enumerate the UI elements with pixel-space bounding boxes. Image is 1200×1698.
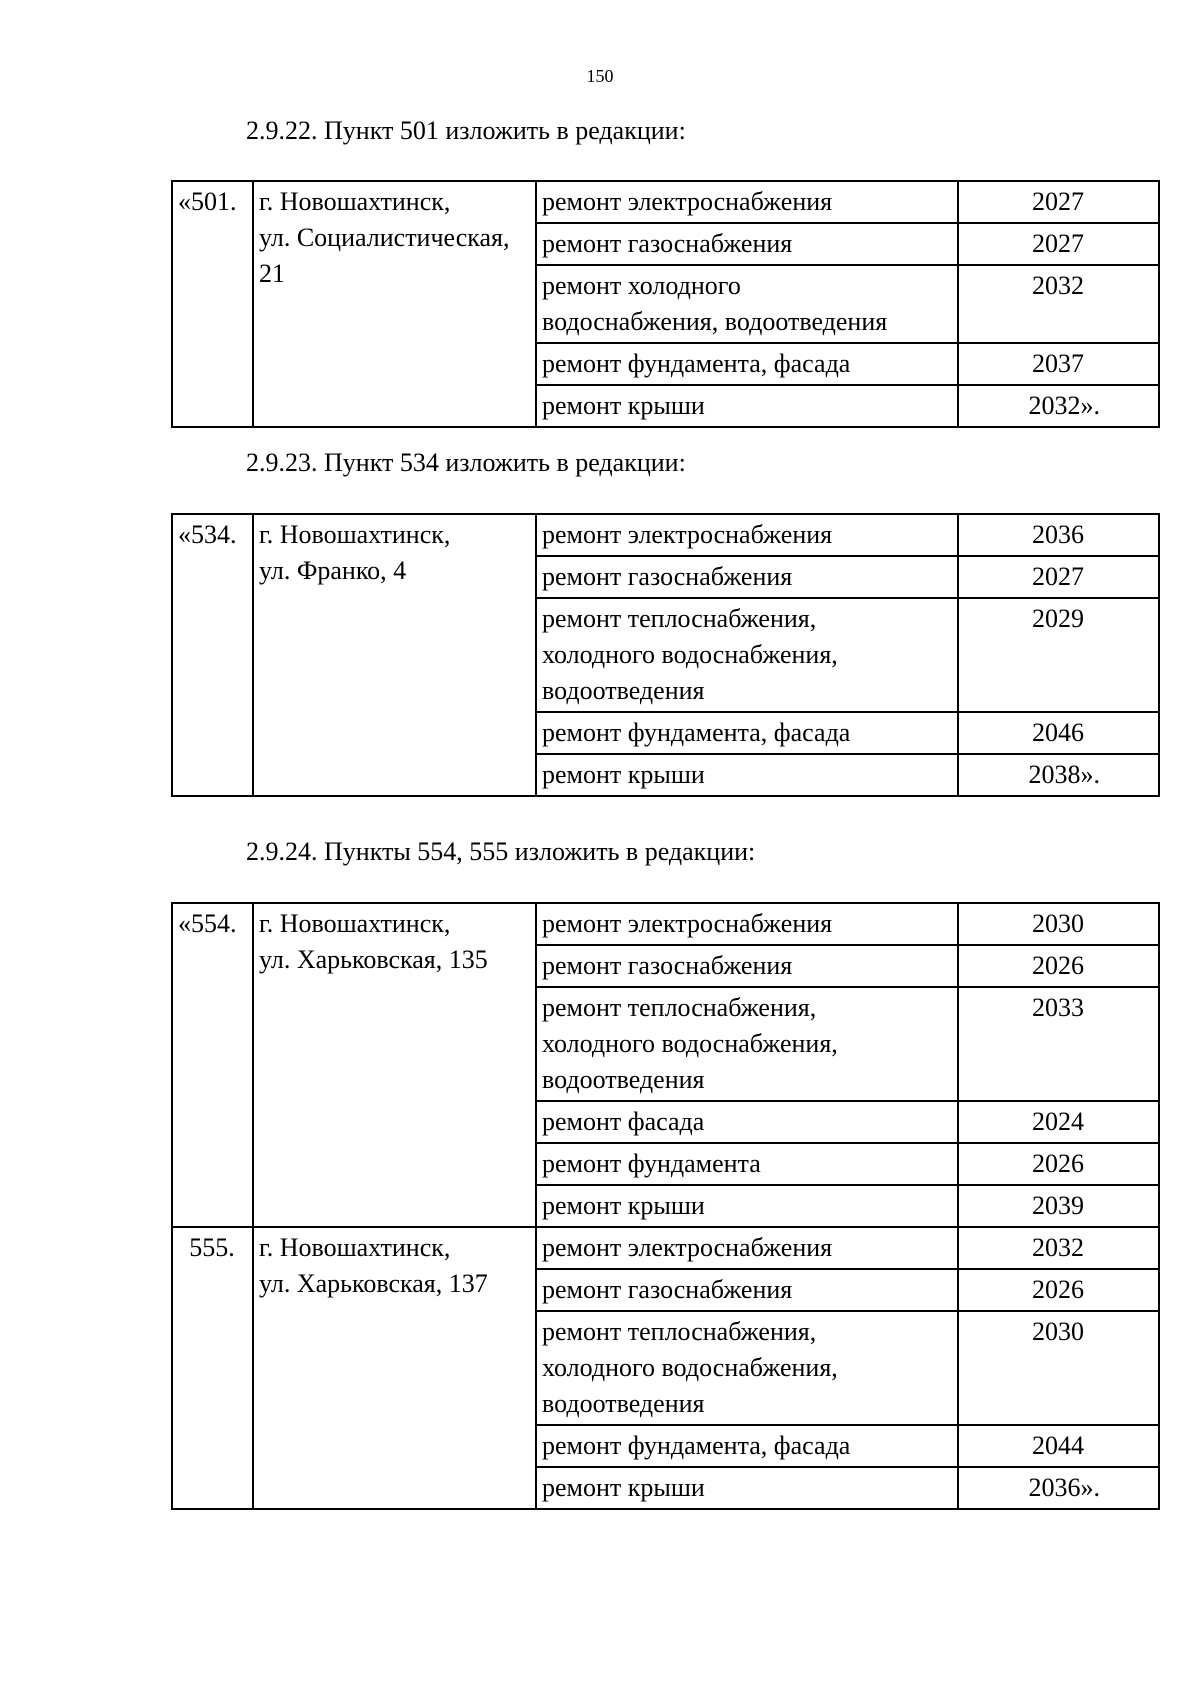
work-description: [536, 1185, 958, 1227]
table-row: [172, 514, 1159, 556]
work-description: [536, 598, 958, 712]
address-cell-line: г. Новошахтинск,: [259, 520, 451, 549]
work-description-line: холодного водоснабжения,: [542, 1029, 838, 1058]
work-description-line: ремонт фасада: [542, 1107, 705, 1136]
work-description-line: ремонт электроснабжения: [542, 520, 833, 549]
work-description-line: ремонт фундамента, фасада: [542, 349, 851, 378]
work-description-line: холодного водоснабжения,: [542, 640, 838, 669]
work-description: [536, 1467, 958, 1509]
work-description-line: ремонт фундамента, фасада: [542, 718, 851, 747]
address-cell-line: г. Новошахтинск,: [259, 187, 451, 216]
section-heading-2-9-23: 2.9.23. Пункт 534 изложить в редакции:: [246, 448, 686, 477]
work-description-line: ремонт электроснабжения: [542, 909, 833, 938]
table-row: [172, 181, 1159, 223]
table-section-2-9-22: [171, 180, 1160, 428]
work-description: [536, 223, 958, 265]
work-description: [536, 987, 958, 1101]
work-description-line: водоотведения: [542, 676, 705, 705]
table-row: [172, 903, 1159, 945]
work-year: 2038».: [958, 754, 1159, 796]
work-description: [536, 903, 958, 945]
work-description-line: ремонт газоснабжения: [542, 229, 793, 258]
work-year: 2032: [958, 265, 1159, 343]
work-year: 2030: [958, 903, 1159, 945]
address-cell: [253, 1227, 536, 1509]
work-description-line: ремонт холодного: [542, 271, 741, 300]
address-cell: [253, 181, 536, 427]
work-description: [536, 1101, 958, 1143]
work-description-line: ремонт газоснабжения: [542, 562, 793, 591]
work-description-line: водоотведения: [542, 1389, 705, 1418]
work-description-line: ремонт газоснабжения: [542, 951, 793, 980]
work-year: 2027: [958, 181, 1159, 223]
work-description: [536, 265, 958, 343]
item-number: 555.: [172, 1227, 253, 1509]
work-description: [536, 1143, 958, 1185]
address-cell-line: 21: [259, 259, 285, 288]
work-description-line: ремонт крыши: [542, 391, 705, 420]
work-description: [536, 1311, 958, 1425]
work-description-line: холодного водоснабжения,: [542, 1353, 838, 1382]
work-year: 2033: [958, 987, 1159, 1101]
work-year: 2027: [958, 223, 1159, 265]
work-description-line: ремонт газоснабжения: [542, 1275, 793, 1304]
work-description: [536, 556, 958, 598]
address-cell: [253, 514, 536, 796]
work-description: [536, 385, 958, 427]
work-year: 2026: [958, 1269, 1159, 1311]
work-description: [536, 1269, 958, 1311]
item-number: «554.: [172, 903, 253, 1227]
table-row: [172, 1227, 1159, 1269]
work-year: 2032».: [958, 385, 1159, 427]
work-description: [536, 1227, 958, 1269]
work-year: 2027: [958, 556, 1159, 598]
section-heading-2-9-24: 2.9.24. Пункты 554, 555 изложить в редакции:: [246, 837, 756, 866]
address-cell-line: ул. Франко, 4: [259, 556, 407, 585]
work-year: 2026: [958, 1143, 1159, 1185]
work-year: 2036: [958, 514, 1159, 556]
table-body: [172, 514, 1159, 796]
work-description: [536, 181, 958, 223]
work-description-line: водоотведения: [542, 1065, 705, 1094]
address-cell-line: ул. Харьковская, 135: [259, 945, 488, 974]
work-year: 2036».: [958, 1467, 1159, 1509]
work-description-line: ремонт фундамента, фасада: [542, 1431, 851, 1460]
work-description: [536, 754, 958, 796]
work-description-line: ремонт теплоснабжения,: [542, 1317, 817, 1346]
work-description: [536, 514, 958, 556]
work-description-line: ремонт крыши: [542, 1191, 705, 1220]
work-description-line: ремонт теплоснабжения,: [542, 993, 817, 1022]
page-number: 150: [586, 66, 614, 86]
work-description-line: водоснабжения, водоотведения: [542, 307, 888, 336]
work-description: [536, 945, 958, 987]
address-cell-line: г. Новошахтинск,: [259, 909, 451, 938]
work-description: [536, 1425, 958, 1467]
work-year: 2046: [958, 712, 1159, 754]
work-description: [536, 343, 958, 385]
address-cell: [253, 903, 536, 1227]
item-number: «501.: [172, 181, 253, 427]
table-section-2-9-23: [171, 513, 1160, 797]
work-year: 2024: [958, 1101, 1159, 1143]
item-number: «534.: [172, 514, 253, 796]
address-cell-line: г. Новошахтинск,: [259, 1233, 451, 1262]
work-description-line: ремонт электроснабжения: [542, 187, 833, 216]
work-description-line: ремонт фундамента: [542, 1149, 761, 1178]
section-heading-2-9-22: 2.9.22. Пункт 501 изложить в редакции:: [246, 116, 686, 145]
work-year: 2026: [958, 945, 1159, 987]
work-description-line: ремонт теплоснабжения,: [542, 604, 817, 633]
work-description-line: ремонт крыши: [542, 1473, 705, 1502]
work-year: 2039: [958, 1185, 1159, 1227]
table-section-2-9-24: [171, 902, 1160, 1510]
work-year: 2029: [958, 598, 1159, 712]
work-year: 2030: [958, 1311, 1159, 1425]
work-year: 2037: [958, 343, 1159, 385]
work-description-line: ремонт электроснабжения: [542, 1233, 833, 1262]
work-year: 2032: [958, 1227, 1159, 1269]
work-year: 2044: [958, 1425, 1159, 1467]
address-cell-line: ул. Харьковская, 137: [259, 1269, 488, 1298]
work-description: [536, 712, 958, 754]
work-description-line: ремонт крыши: [542, 760, 705, 789]
table-body: [172, 903, 1159, 1509]
table-body: [172, 181, 1159, 427]
address-cell-line: ул. Социалистическая,: [259, 223, 510, 252]
